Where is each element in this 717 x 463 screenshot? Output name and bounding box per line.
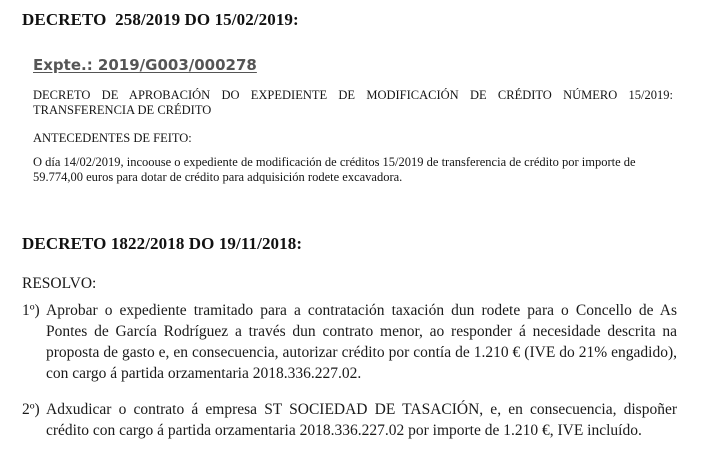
antecedentes-body: O día 14/02/2019, incoouse o expediente de modificación de créditos 15/2019 de transferencia de crédito por importe de 59.774,00 euros para dotar de crédito para adquisición rodete excavadora. (33, 155, 636, 184)
expediente-number: Expte.: 2019/G003/000278 (33, 56, 257, 74)
resolution-item-1 (22, 300, 677, 384)
decreto-1822-heading: DECRETO 1822/2018 DO 19/11/2018: (22, 234, 303, 253)
antecedentes-label: ANTECEDENTES DE FEITO: (33, 131, 192, 145)
resolvo-label: RESOLVO: (22, 275, 97, 292)
resolution-item-number: 1º) (22, 302, 40, 319)
resolution-item-text: Aprobar o expediente tramitado para a contratación taxación dun rodete para o Concello de As Pontes de García Rodríguez a través dun contrato menor, ao responder á necesidade descrita na proposta de gasto e, en consecuencia, autorizar crédito por contía de 1.210 € (IVE do 21% engadido), con cargo á partida orzamentaria 2018.336.227.02. (46, 302, 677, 382)
resolution-item-2 (22, 399, 677, 441)
resolution-item-text: Adxudicar o contrato á empresa ST SOCIEDAD DE TASACIÓN, e, en consecuencia, dispoñer crédito con cargo á partida orzamentaria 2018.336.227.02 por importe de 1.210 €, IVE incluído. (46, 401, 677, 439)
decreto-258-heading: DECRETO 258/2019 DO 15/02/2019: (22, 10, 299, 29)
decreto-258-title: DECRETO DE APROBACIÓN DO EXPEDIENTE DE MODIFICACIÓN DE CRÉDITO NÚMERO 15/2019: TRANSFERENCIA DE CRÉDITO (33, 88, 673, 117)
resolution-item-number: 2º) (22, 401, 40, 418)
